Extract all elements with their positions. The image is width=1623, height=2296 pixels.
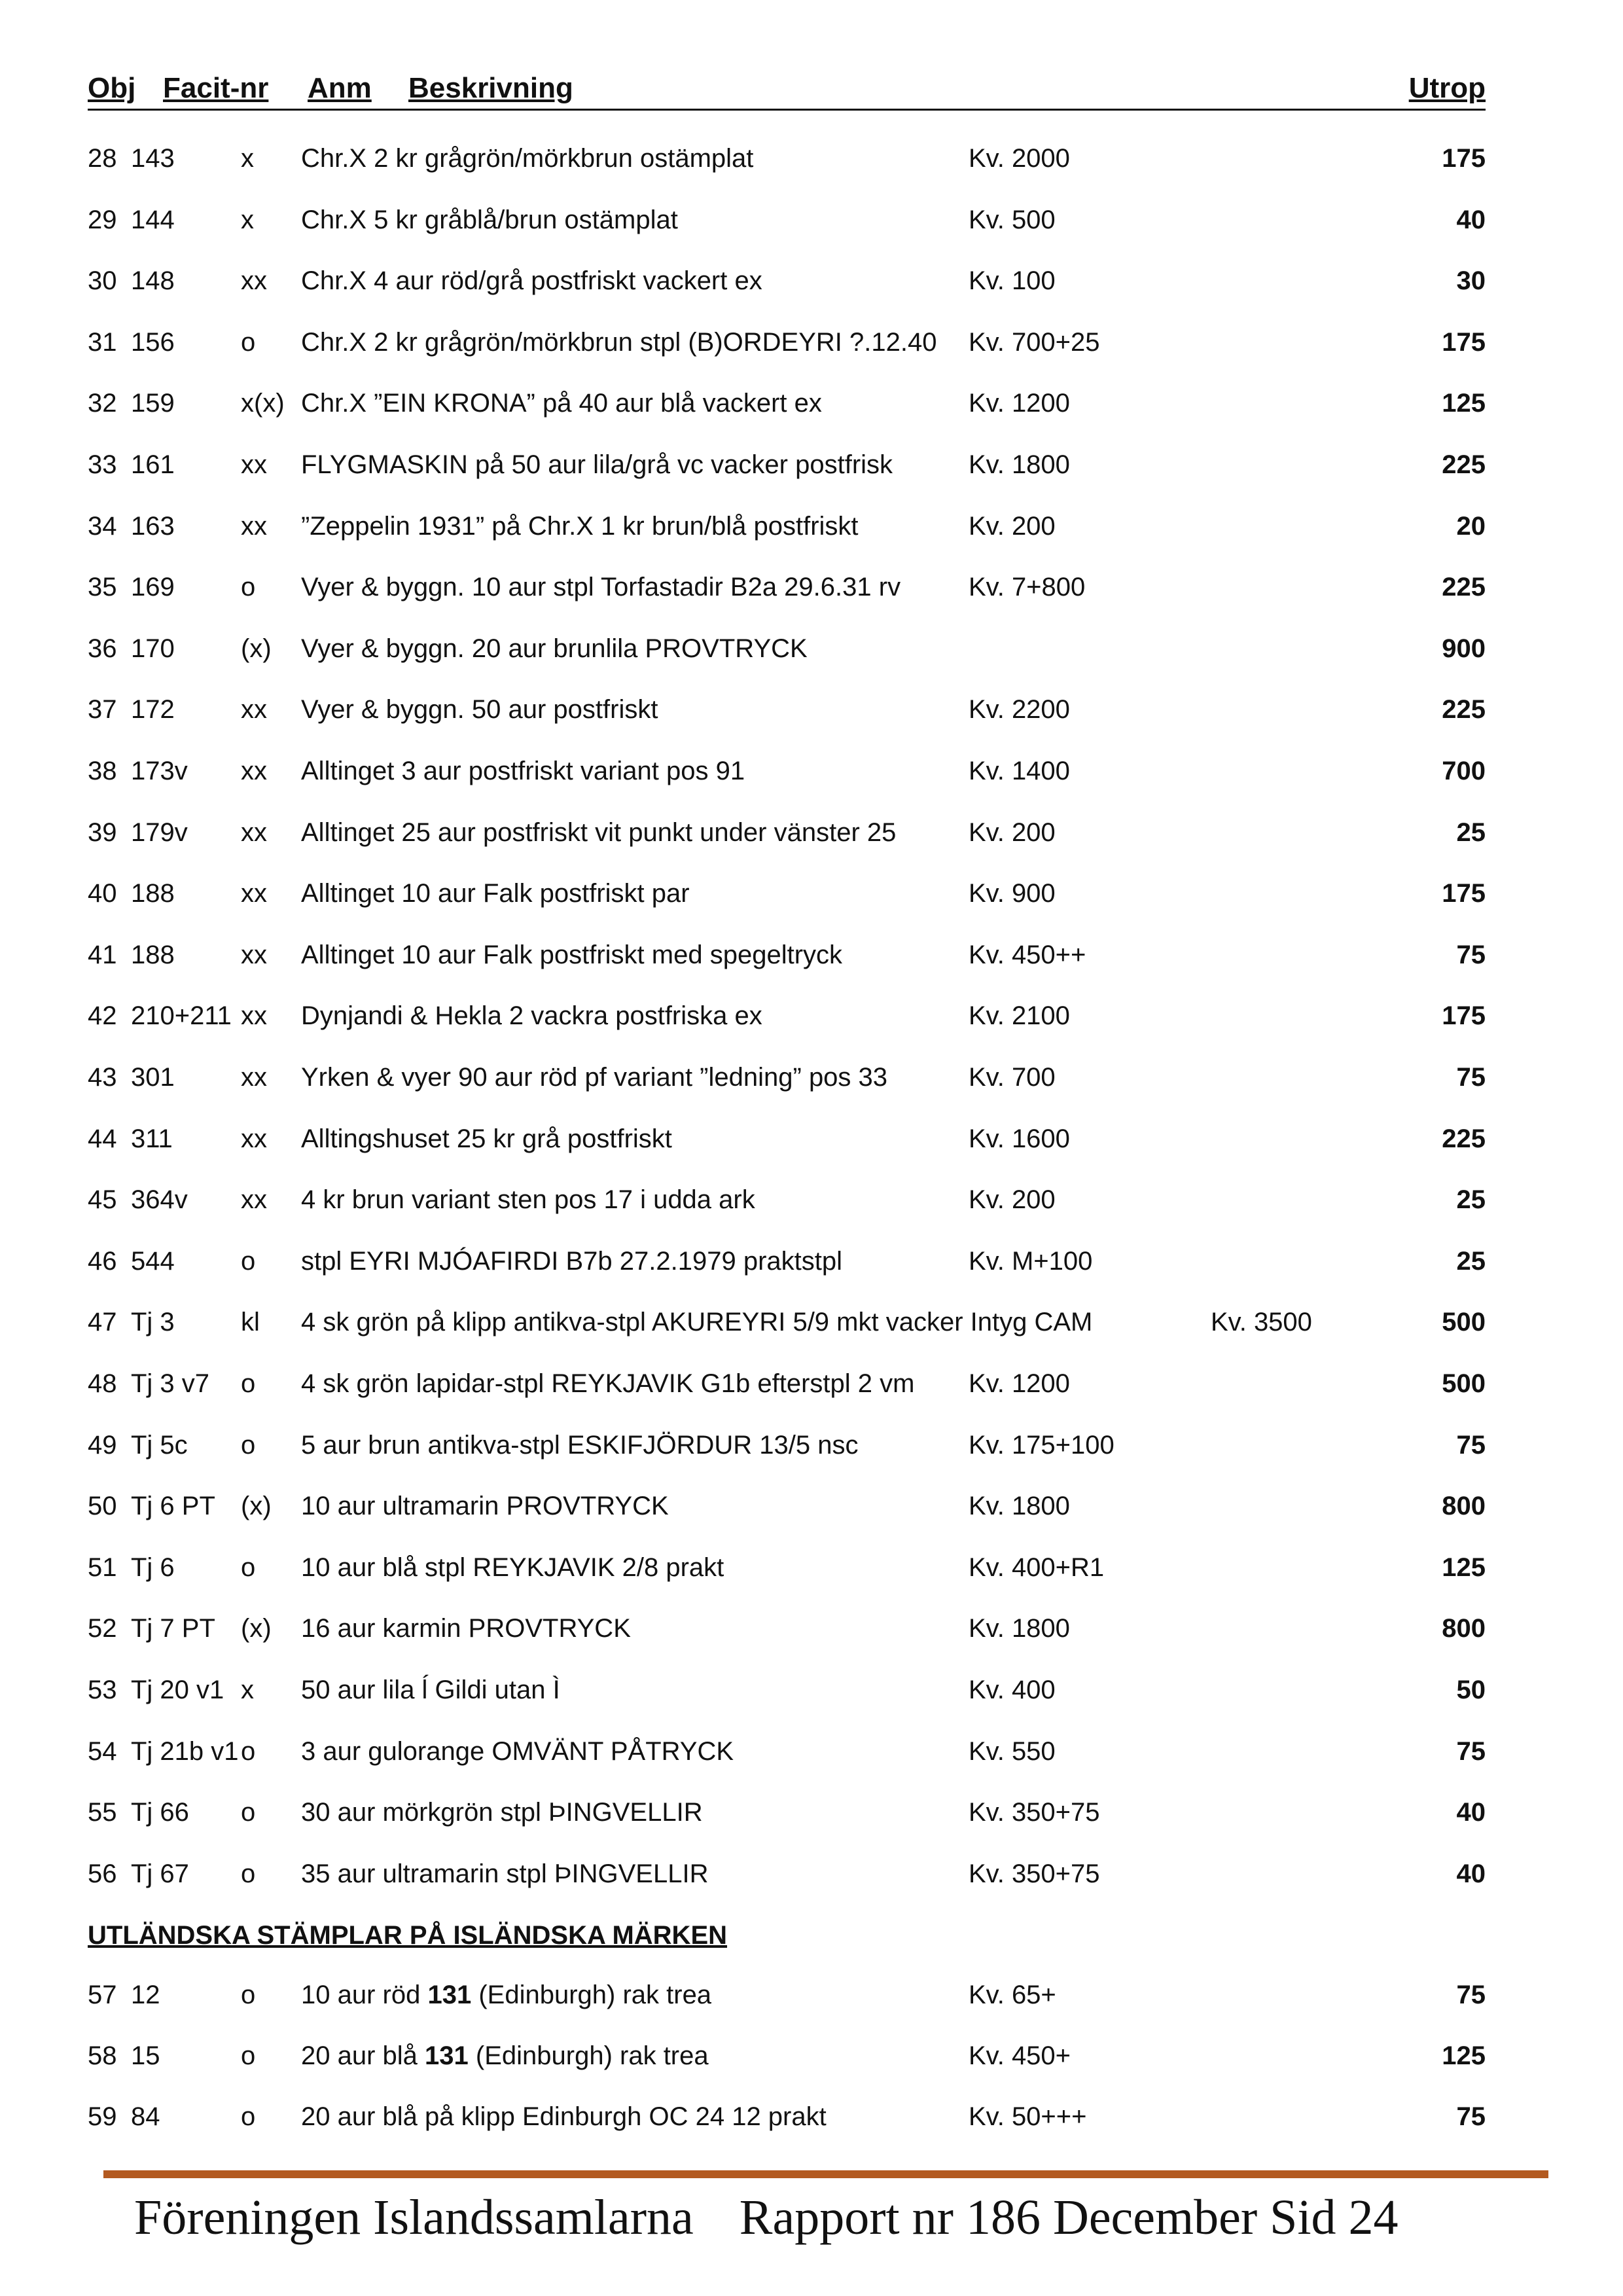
lot-number: 37 [88, 695, 117, 725]
table-header [88, 71, 1486, 111]
starting-price: 75 [1456, 940, 1486, 969]
condition-mark: x [241, 205, 254, 234]
description: 5 aur brun antikva-stpl ESKIFJÖRDUR 13/5 nsc [301, 1430, 859, 1460]
table-row [0, 1737, 1623, 1776]
catalog-value: Kv. 100 [969, 266, 1056, 296]
cancel-number: 131 [425, 2041, 469, 2070]
catalog-value: Kv. 500 [969, 205, 1056, 234]
table-row [0, 818, 1623, 857]
condition-mark: x [241, 1676, 254, 1704]
description: Vyer & byggn. 10 aur stpl Torfastadir B2a 29.6.31 rv [301, 573, 901, 602]
facit-number: 148 [131, 266, 175, 296]
facit-number: 188 [131, 879, 175, 908]
lot-number: 58 [88, 2041, 117, 2070]
catalog-value: Kv. 175+100 [969, 1430, 1115, 1460]
catalog-value: Kv. 450+ [969, 2041, 1071, 2070]
facit-number: Tj 6 PT [131, 1492, 215, 1521]
condition-mark: x [241, 144, 254, 173]
description: 30 aur mörkgrön stpl ÞINGVELLIR [301, 1798, 703, 1827]
table-row [0, 1553, 1623, 1592]
table-row [0, 328, 1623, 367]
table-row [0, 2041, 1623, 2081]
table-row [0, 573, 1623, 612]
table-row [0, 879, 1623, 918]
catalog-value: Kv. 700 [969, 1063, 1056, 1092]
starting-price: 25 [1456, 1246, 1486, 1276]
facit-number: 12 [131, 1981, 160, 2009]
table-row [0, 1614, 1623, 1653]
starting-price: 50 [1456, 1676, 1486, 1704]
condition-mark: xx [241, 1063, 267, 1092]
condition-mark: o [241, 1552, 256, 1582]
table-row [0, 1798, 1623, 1837]
starting-price: 225 [1442, 573, 1486, 602]
lot-number: 30 [88, 266, 117, 296]
description: 10 aur blå stpl REYKJAVIK 2/8 prakt [301, 1552, 724, 1582]
facit-number: Tj 6 [131, 1552, 175, 1582]
header-obj: Obj [88, 72, 136, 104]
description: 3 aur gulorange OMVÄNT PÅTRYCK [301, 1736, 734, 1766]
lot-number: 55 [88, 1798, 117, 1827]
header-beskrivning: Beskrivning [408, 72, 573, 104]
description: Dynjandi & Hekla 2 vackra postfriska ex [301, 1001, 762, 1031]
starting-price: 125 [1442, 1552, 1486, 1582]
description: FLYGMASKIN på 50 aur lila/grå vc vacker postfrisk [301, 450, 893, 479]
description: Chr.X ”EIN KRONA” på 40 aur blå vackert ex [301, 389, 822, 418]
facit-number: 84 [131, 2102, 160, 2131]
condition-mark: o [241, 1369, 256, 1398]
description [301, 2041, 709, 2071]
starting-price: 175 [1442, 144, 1486, 173]
starting-price: 500 [1442, 1308, 1486, 1337]
table-row [0, 2102, 1623, 2142]
lot-number: 42 [88, 1001, 117, 1031]
lot-number: 32 [88, 389, 117, 418]
description: 4 sk grön lapidar-stpl REYKJAVIK G1b efterstpl 2 vm [301, 1369, 915, 1398]
starting-price: 500 [1442, 1369, 1486, 1398]
condition-mark: xx [241, 1185, 267, 1215]
lot-number: 47 [88, 1308, 117, 1337]
facit-number: Tj 66 [131, 1798, 189, 1827]
catalog-value: Kv. 1800 [969, 1492, 1070, 1521]
description-text: 20 aur blå på klipp Edinburgh OC 24 12 prakt [301, 2102, 827, 2131]
cancel-number: 131 [427, 1981, 472, 2009]
table-row [0, 941, 1623, 980]
lot-number: 59 [88, 2102, 117, 2131]
facit-number: Tj 7 PT [131, 1614, 215, 1643]
description: Chr.X 2 kr grågrön/mörkbrun ostämplat [301, 144, 754, 173]
catalog-value: Kv. 350+75 [969, 1859, 1100, 1888]
description: Alltinget 25 aur postfriskt vit punkt under vänster 25 [301, 817, 897, 847]
facit-number: 173v [131, 757, 188, 785]
starting-price: 75 [1456, 1063, 1486, 1092]
facit-number: 144 [131, 205, 175, 234]
facit-number: 311 [131, 1124, 173, 1153]
condition-mark: (x) [241, 634, 272, 663]
lot-number: 57 [88, 1981, 117, 2009]
starting-price: 125 [1442, 389, 1486, 418]
lot-number: 56 [88, 1859, 117, 1888]
catalog-value: Kv. 700+25 [969, 327, 1100, 357]
table-row [0, 1492, 1623, 1531]
starting-price: 75 [1456, 2102, 1486, 2131]
table-row [0, 1676, 1623, 1715]
starting-price: 40 [1456, 1798, 1486, 1827]
facit-number: 163 [131, 511, 175, 541]
condition-mark: o [241, 1981, 256, 2009]
starting-price: 225 [1442, 695, 1486, 725]
condition-mark: xx [241, 1001, 267, 1031]
starting-price: 900 [1442, 634, 1486, 663]
catalog-value: Kv. 350+75 [969, 1798, 1100, 1827]
facit-number: 172 [131, 695, 175, 725]
facit-number: 301 [131, 1063, 175, 1092]
condition-mark: o [241, 1246, 256, 1276]
lot-number: 45 [88, 1185, 117, 1215]
description: Alltinget 10 aur Falk postfriskt par [301, 879, 690, 908]
description: 4 sk grön på klipp antikva-stpl AKUREYRI 5/9 mkt vacker Intyg CAM [301, 1308, 1093, 1337]
table-row [0, 1001, 1623, 1041]
lot-number: 51 [88, 1552, 117, 1582]
lot-number: 50 [88, 1492, 117, 1521]
starting-price: 175 [1442, 1001, 1486, 1031]
catalog-value: Kv. 1400 [969, 757, 1070, 785]
facit-number: Tj 21b v1 [131, 1736, 239, 1766]
description-text-cont: (Edinburgh) rak trea [471, 1981, 712, 2009]
table-row [0, 144, 1623, 183]
lot-number: 35 [88, 573, 117, 602]
facit-number: Tj 5c [131, 1430, 188, 1460]
starting-price: 700 [1442, 757, 1486, 785]
condition-mark: xx [241, 695, 267, 725]
facit-number: 143 [131, 144, 175, 173]
catalog-value: Kv. 1800 [969, 450, 1070, 479]
description-text: 10 aur röd [301, 1981, 428, 2009]
table-row [0, 1431, 1623, 1470]
starting-price: 175 [1442, 327, 1486, 357]
condition-mark: o [241, 1798, 256, 1827]
lot-number: 31 [88, 327, 117, 357]
description: Alltinget 3 aur postfriskt variant pos 91 [301, 757, 745, 785]
table-row [0, 1185, 1623, 1225]
lot-number: 40 [88, 879, 117, 908]
footer-organization: Föreningen Islandssamlarna [134, 2190, 694, 2245]
table-row [0, 1981, 1623, 2020]
table-row [0, 1124, 1623, 1164]
lot-number: 33 [88, 450, 117, 479]
starting-price: 800 [1442, 1492, 1486, 1521]
description: Alltinget 10 aur Falk postfriskt med spegeltryck [301, 940, 843, 969]
starting-price: 30 [1456, 266, 1486, 296]
condition-mark: xx [241, 817, 267, 847]
table-row [0, 512, 1623, 551]
table-row [0, 450, 1623, 490]
starting-price: 75 [1456, 1736, 1486, 1766]
lot-number: 29 [88, 205, 117, 234]
table-row [0, 695, 1623, 734]
lot-number: 44 [88, 1124, 117, 1153]
facit-number: 15 [131, 2041, 160, 2070]
lot-number: 48 [88, 1369, 117, 1398]
condition-mark: o [241, 2041, 256, 2070]
condition-mark: kl [241, 1308, 260, 1337]
description: Alltingshuset 25 kr grå postfriskt [301, 1124, 672, 1153]
starting-price: 800 [1442, 1614, 1486, 1643]
catalog-value: Kv. M+100 [969, 1246, 1093, 1276]
page-footer [134, 2189, 1444, 2246]
description: 10 aur ultramarin PROVTRYCK [301, 1492, 669, 1521]
description: stpl EYRI MJÓAFIRDI B7b 27.2.1979 praktstpl [301, 1246, 843, 1276]
footer-rule [103, 2170, 1548, 2178]
header-facit: Facit-nr [163, 72, 269, 104]
catalog-value: Kv. 65+ [969, 1981, 1056, 2009]
section-title: UTLÄNDSKA STÄMPLAR PÅ ISLÄNDSKA MÄRKEN [88, 1921, 728, 1950]
description: 4 kr brun variant sten pos 17 i udda ark [301, 1185, 755, 1215]
condition-mark: o [241, 573, 256, 602]
table-row [0, 634, 1623, 673]
facit-number: 544 [131, 1246, 175, 1276]
catalog-value: Kv. 900 [969, 879, 1056, 908]
table-row [0, 1859, 1623, 1899]
catalog-value: Kv. 50+++ [969, 2102, 1087, 2131]
condition-mark: xx [241, 757, 267, 785]
facit-number: Tj 3 [131, 1308, 175, 1337]
description: Yrken & vyer 90 aur röd pf variant ”ledning” pos 33 [301, 1063, 888, 1092]
starting-price: 25 [1456, 817, 1486, 847]
starting-price: 40 [1456, 1859, 1486, 1888]
lot-number: 53 [88, 1676, 117, 1704]
starting-price: 25 [1456, 1185, 1486, 1215]
starting-price: 40 [1456, 205, 1486, 234]
facit-number: Tj 20 v1 [131, 1676, 224, 1704]
condition-mark: o [241, 2102, 256, 2131]
table-row [0, 757, 1623, 796]
condition-mark: xx [241, 266, 267, 296]
condition-mark: xx [241, 511, 267, 541]
condition-mark: o [241, 1859, 256, 1888]
description: Vyer & byggn. 50 aur postfriskt [301, 695, 658, 725]
catalog-value: Kv. 200 [969, 817, 1056, 847]
description [301, 2102, 827, 2132]
lot-number: 43 [88, 1063, 117, 1092]
catalog-value: Kv. 400+R1 [969, 1552, 1105, 1582]
description: Chr.X 5 kr gråblå/brun ostämplat [301, 205, 678, 234]
lot-number: 46 [88, 1246, 117, 1276]
condition-mark: (x) [241, 1614, 272, 1643]
catalog-value: Kv. 450++ [969, 940, 1086, 969]
facit-number: 170 [131, 634, 175, 663]
facit-number: 161 [131, 450, 175, 479]
lot-number: 34 [88, 511, 117, 541]
table-row [0, 266, 1623, 306]
header-utrop: Utrop [1408, 72, 1486, 104]
lot-number: 54 [88, 1736, 117, 1766]
starting-price: 20 [1456, 511, 1486, 541]
condition-mark: xx [241, 450, 267, 479]
header-anm: Anm [308, 72, 372, 104]
table-row [0, 1369, 1623, 1408]
condition-mark: o [241, 1430, 256, 1460]
catalog-value: Kv. 200 [969, 511, 1056, 541]
starting-price: 125 [1442, 2041, 1486, 2070]
table-row [0, 389, 1623, 428]
starting-price: 225 [1442, 1124, 1486, 1153]
lot-number: 41 [88, 940, 117, 969]
description-text-cont: (Edinburgh) rak trea [468, 2041, 709, 2070]
condition-mark: o [241, 327, 256, 357]
catalog-value: Kv. 2000 [969, 144, 1070, 173]
facit-number: 159 [131, 389, 175, 418]
table-row [0, 1308, 1623, 1347]
catalog-value: Kv. 1200 [969, 389, 1070, 418]
facit-number: 179v [131, 817, 188, 847]
catalog-value: Kv. 200 [969, 1185, 1056, 1215]
catalog-value: Kv. 550 [969, 1736, 1056, 1766]
footer-report: Rapport nr 186 December Sid 24 [739, 2190, 1399, 2245]
facit-number: 364v [131, 1185, 188, 1215]
description: ”Zeppelin 1931” på Chr.X 1 kr brun/blå postfriskt [301, 511, 859, 541]
description: 35 aur ultramarin stpl ÞINGVELLIR [301, 1859, 709, 1888]
lot-number: 39 [88, 817, 117, 847]
condition-mark: xx [241, 1124, 267, 1153]
catalog-value: Kv. 1800 [969, 1614, 1070, 1643]
table-row [0, 1247, 1623, 1286]
facit-number: 210+211 [131, 1001, 232, 1031]
condition-mark: xx [241, 879, 267, 908]
starting-price: 225 [1442, 450, 1486, 479]
condition-mark: xx [241, 940, 267, 969]
facit-number: Tj 3 v7 [131, 1369, 210, 1398]
starting-price: 75 [1456, 1430, 1486, 1460]
description: Vyer & byggn. 20 aur brunlila PROVTRYCK [301, 634, 808, 663]
lot-number: 49 [88, 1430, 117, 1460]
facit-number: 188 [131, 940, 175, 969]
description: 50 aur lila ĺ Gildi utan Ì [301, 1676, 560, 1704]
catalog-value: Kv. 7+800 [969, 573, 1086, 602]
description [301, 1981, 711, 2010]
condition-mark: o [241, 1736, 256, 1766]
facit-number: 156 [131, 327, 175, 357]
table-row [0, 206, 1623, 245]
table-row [0, 1063, 1623, 1102]
starting-price: 75 [1456, 1981, 1486, 2009]
catalog-value: Kv. 3500 [1211, 1308, 1312, 1337]
catalog-value: Kv. 1600 [969, 1124, 1070, 1153]
catalog-value: Kv. 400 [969, 1676, 1056, 1704]
starting-price: 175 [1442, 879, 1486, 908]
catalog-value: Kv. 2200 [969, 695, 1070, 725]
lot-number: 52 [88, 1614, 117, 1643]
condition-mark: x(x) [241, 389, 285, 418]
description: Chr.X 4 aur röd/grå postfriskt vackert ex [301, 266, 762, 296]
catalog-value: Kv. 2100 [969, 1001, 1070, 1031]
catalog-value: Kv. 1200 [969, 1369, 1070, 1398]
facit-number: 169 [131, 573, 175, 602]
lot-number: 38 [88, 757, 117, 785]
description: Chr.X 2 kr grågrön/mörkbrun stpl (B)ORDEYRI ?.12.40 [301, 327, 937, 357]
condition-mark: (x) [241, 1492, 272, 1521]
lot-number: 28 [88, 144, 117, 173]
description: 16 aur karmin PROVTRYCK [301, 1614, 631, 1643]
facit-number: Tj 67 [131, 1859, 189, 1888]
lot-number: 36 [88, 634, 117, 663]
description-text: 20 aur blå [301, 2041, 425, 2070]
